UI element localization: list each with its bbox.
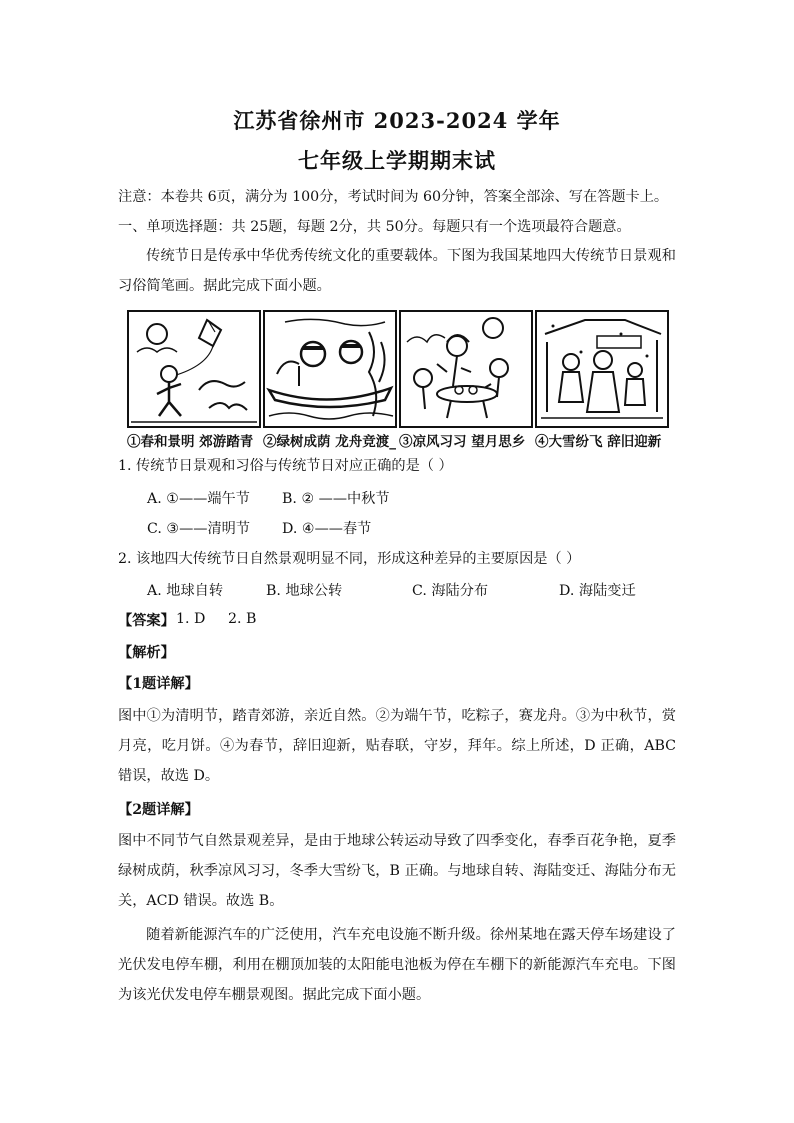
exam-title-line1: 江苏省徐州市 2023-2024 学年 xyxy=(233,108,561,133)
exam-title-line2: 七年级上学期期末试 xyxy=(298,148,496,173)
q2-stem: 2. 该地四大传统节日自然景观明显不同，形成这种差异的主要原因是（ ） xyxy=(118,551,581,567)
answer-1: 1. D xyxy=(176,611,206,627)
intro-paragraph-2 xyxy=(118,920,676,1010)
panel-caption-1: ①春和景明 郊游踏青 xyxy=(127,434,254,450)
q1-detail-text: 图中①为清明节，踏青郊游，亲近自然。②为端午节，吃粽子，赛龙舟。③为中秋节，赏月亮，吃月饼。④为春节，辞旧迎新，贴春联，守岁，拜年。综上所述，D 正确，ABC 错误，故选 D。 xyxy=(118,708,676,784)
q2-option-d[interactable]: D. 海陆变迁 xyxy=(559,583,636,599)
panel-caption-2: ②绿树成荫 龙舟竞渡_ xyxy=(263,434,396,450)
q1-option-c[interactable]: C. ③——清明节 xyxy=(147,521,251,537)
kite-spring-icon xyxy=(127,310,261,428)
panel-caption-3: ③凉风习习 望月思乡 xyxy=(399,434,526,450)
answer-2: 2. B xyxy=(228,611,257,627)
q1-detail-label: 【1题详解】 xyxy=(118,676,199,692)
dragon-boat-icon xyxy=(263,310,397,428)
q1-stem: 1. 传统节日景观和习俗与传统节日对应正确的是（ ） xyxy=(118,458,453,474)
exam-notice: 注意：本卷共 6页，满分为 100分，考试时间为 60分钟，答案全部涂、写在答题卡上。 xyxy=(118,189,669,205)
q1-option-a[interactable]: A. ①——端午节 xyxy=(147,491,250,507)
q2-detail-text: 图中不同节气自然景观差异，是由于地球公转运动导致了四季变化，春季百花争艳，夏季绿树成荫，秋季凉风习习，冬季大雪纷飞，B 正确。与地球自转、海陆变迁、海陆分布无关，ACD 错误。故选 B。 xyxy=(118,833,676,909)
answer-label: 【答案】 xyxy=(118,613,175,629)
intro-1-text: 传统节日是传承中华优秀传统文化的重要载体。下图为我国某地四大传统节日景观和习俗简笔画。据此完成下面小题。 xyxy=(118,248,676,294)
q2-option-c[interactable]: C. 海陆分布 xyxy=(412,583,489,599)
intro-paragraph-1 xyxy=(118,241,676,301)
q1-option-b[interactable]: B. ② ——中秋节 xyxy=(282,491,390,507)
q1-option-d[interactable]: D. ④——春节 xyxy=(282,521,372,537)
intro-2-text: 随着新能源汽车的广泛使用，汽车充电设施不断升级。徐州某地在露天停车场建设了光伏发电停车棚，利用在棚顶加装的太阳能电池板为停在车棚下的新能源汽车充电。下图为该光伏发电停车棚景观图。据此完成下面小题。 xyxy=(118,927,676,1003)
q2-option-a[interactable]: A. 地球自转 xyxy=(147,583,224,599)
q2-detail-label: 【2题详解】 xyxy=(118,802,199,818)
panel-caption-4: ④大雪纷飞 辞旧迎新 xyxy=(535,434,662,450)
moon-family-icon xyxy=(399,310,533,428)
analysis-label: 【解析】 xyxy=(118,645,175,661)
festival-panels xyxy=(127,310,667,426)
q2-option-b[interactable]: B. 地球公转 xyxy=(266,583,343,599)
snow-newyear-icon xyxy=(535,310,669,428)
section1-heading: 一、单项选择题：共 25题，每题 2分，共 50分。每题只有一个选项最符合题意。 xyxy=(118,219,631,235)
